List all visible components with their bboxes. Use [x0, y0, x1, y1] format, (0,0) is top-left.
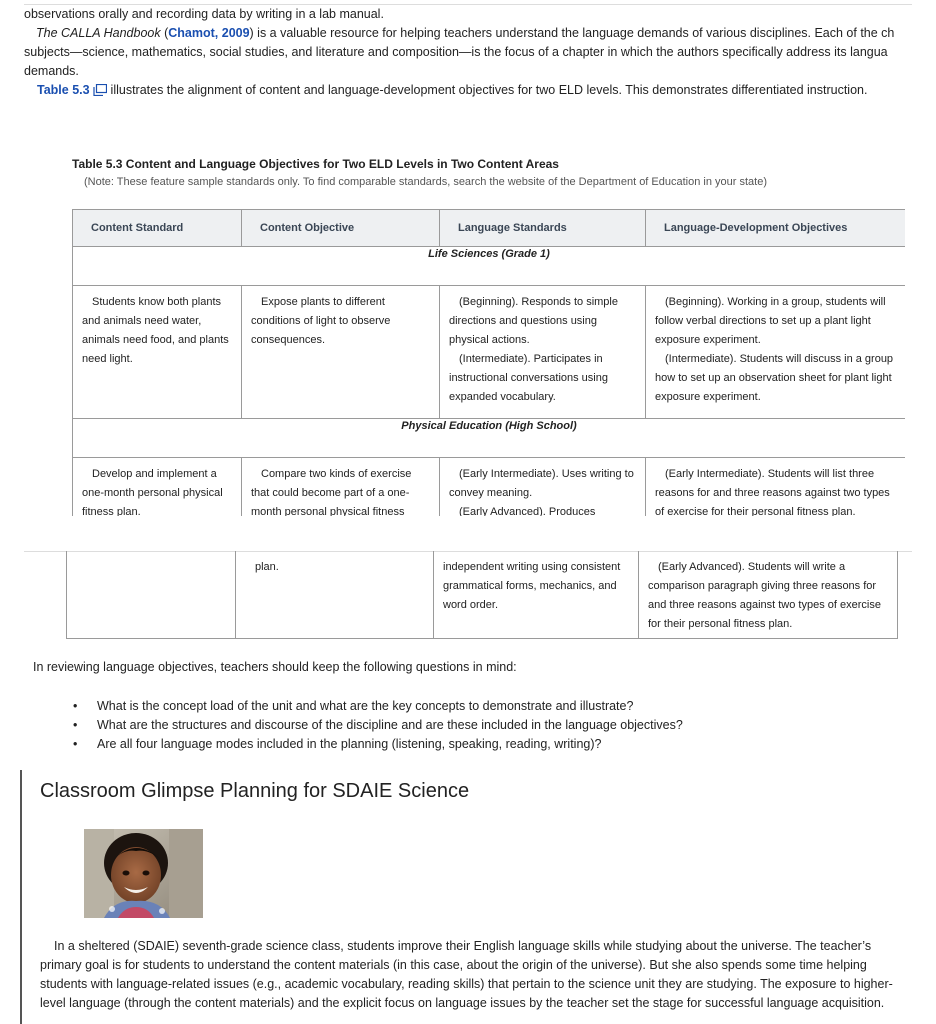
table-reference-paragraph: Table 5.3 illustrates the alignment of content and language-development objectives for two ELD levels. This demonstrates differentiated instruction.	[37, 83, 868, 97]
table-row: plan. independent writing using consistent grammatical forms, mechanics, and word order. (Early Advanced). Students will write a comparison paragraph giving three reasons for and three reasons against two types of exercise for their personal fitness plan.	[67, 551, 898, 638]
glimpse-para-line2: primary goal is for students to understand the content materials (in this case, about the origin of the universe). But she also spends some time helping	[40, 958, 867, 972]
table-note: (Note: These feature sample standards only. To find comparable standards, search the website of the Department of Education in your state)	[84, 176, 767, 188]
objectives-table-viewport	[72, 209, 905, 516]
table-5-3-link[interactable]: Table 5.3	[37, 83, 90, 97]
calla-line3: demands.	[24, 64, 79, 78]
objectives-table-continued	[66, 551, 898, 639]
header-content-standard: Content Standard	[73, 210, 242, 247]
header-content-objective: Content Objective	[242, 210, 440, 247]
student-photo	[84, 829, 203, 918]
objectives-table	[72, 209, 905, 516]
section-row-life-sciences: Life Sciences (Grade 1)	[73, 247, 906, 286]
list-item: • What is the concept load of the unit and what are the key concepts to demonstrate and illustrate?	[73, 699, 634, 713]
glimpse-title: Classroom Glimpse Planning for SDAIE Science	[40, 780, 470, 802]
list-item: • What are the structures and discourse of the discipline and are these included in the language objectives?	[73, 718, 683, 732]
review-question-list	[73, 697, 873, 754]
calla-book-title: The CALLA Handbook	[36, 26, 161, 40]
calla-line2: subjects—science, mathematics, social studies, and literature and composition—is the focus of a chapter in which the authors specifically address its langua	[24, 45, 888, 59]
glimpse-para-line3: students with language-related issues (e.g., academic vocabulary, reading skills) that pertain to the science unit they are studying. The exposure to higher-	[40, 977, 893, 991]
glimpse-para-line1: In a sheltered (SDAIE) seventh-grade science class, students improve their English language skills while studying about the universe. The teacher’s	[54, 939, 872, 953]
glimpse-left-border	[20, 770, 24, 1024]
header-language-standards: Language Standards	[440, 210, 646, 247]
table-header-row	[73, 210, 906, 247]
glimpse-para-line4: level language (through the content materials) and the explicit focus on language issues by the teacher set the stage for successful language acquisition.	[40, 996, 885, 1010]
chamot-citation-link[interactable]: Chamot, 2009	[168, 26, 250, 40]
calla-paragraph: The CALLA Handbook (Chamot, 2009) is a valuable resource for helping teachers understand the language demands of various disciplines. Each of the ch	[36, 26, 895, 40]
header-language-dev-objectives: Language-Development Objectives	[646, 210, 906, 247]
table-row: Students know both plants and animals need water, animals need food, and plants need light. Expose plants to different conditions of light to observe consequences. (Beginning). Responds to simple directions and questions using physical actions. (Intermediate). Participates in instructional conversations using expanded vocabulary. (Beginning). Working in a group, students will follow verbal directions to set up a plant light exposure experiment. (Intermediate). Students will discuss in a group how to set up an observation sheet for plant light exposure experiment.	[73, 286, 906, 419]
table-popout-icon[interactable]	[93, 83, 107, 95]
section-row-physical-education: Physical Education (High School)	[73, 419, 906, 458]
intro-line1: observations orally and recording data by writing in a lab manual.	[24, 7, 384, 21]
review-intro: In reviewing language objectives, teachers should keep the following questions in mind:	[33, 660, 517, 674]
table-row: Develop and implement a one-month personal physical fitness plan. Compare two kinds of exercise that could become part of a one-month personal physical fitness (Early Intermediate). Uses writing to convey meaning. (Early Advanced). Produces (Early Intermediate). Students will list three reasons for and three reasons against two types of exercise for their personal fitness plan.	[73, 458, 906, 517]
list-item: • Are all four language modes included in the planning (listening, speaking, reading, writing)?	[73, 737, 602, 751]
table-caption: Table 5.3 Content and Language Objectives for Two ELD Levels in Two Content Areas	[72, 157, 559, 171]
